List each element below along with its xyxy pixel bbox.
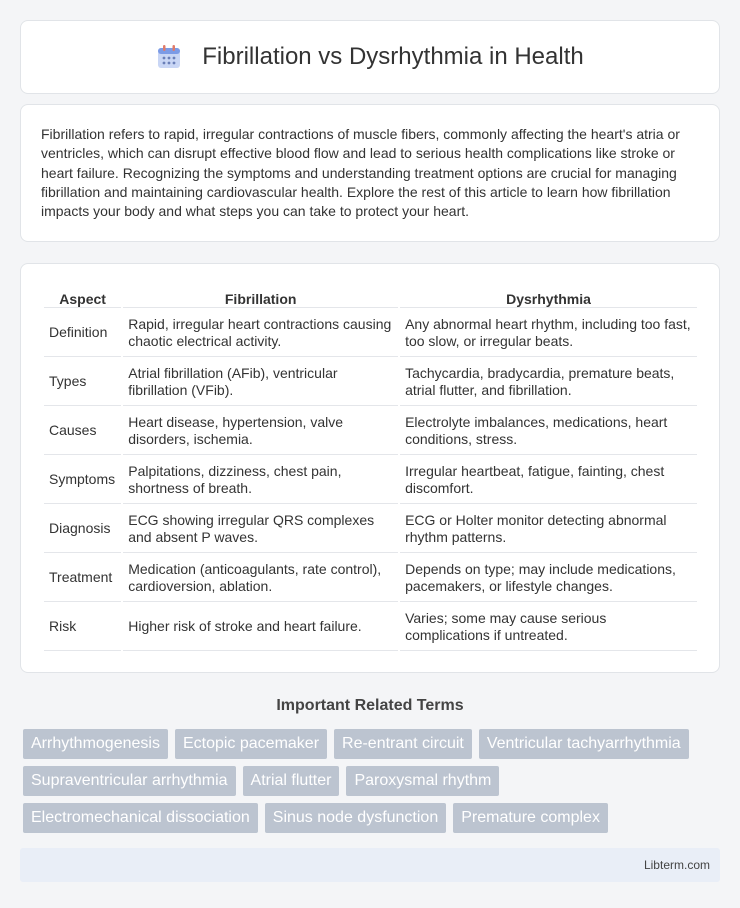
row-aspect: Types xyxy=(44,359,121,406)
row-aspect: Risk xyxy=(44,604,121,651)
table-row xyxy=(44,506,697,553)
related-term-tag[interactable]: Arrhythmogenesis xyxy=(23,729,168,759)
related-term-tag[interactable]: Electromechanical dissociation xyxy=(23,803,258,833)
intro-paragraph: Fibrillation refers to rapid, irregular contractions of muscle fibers, commonly affecting the heart's atria or ventricles, which can disrupt effective blood flow and lead to serious health complications like stroke or heart failure. Recognizing the symptoms and understanding treatment options are crucial for managing fibrillation and maintaining cardiovascular health. Explore the rest of this article to learn how fibrillation impacts your body and what steps you can take to protect your heart. xyxy=(41,126,680,220)
related-term-tag[interactable]: Re-entrant circuit xyxy=(334,729,472,759)
table-header-row xyxy=(44,286,697,308)
row-fibrillation: Atrial fibrillation (AFib), ventricular fibrillation (VFib). xyxy=(123,359,398,406)
row-aspect: Causes xyxy=(44,408,121,455)
row-fibrillation: Palpitations, dizziness, chest pain, shortness of breath. xyxy=(123,457,398,504)
row-dysrhythmia: Tachycardia, bradycardia, premature beats, atrial flutter, and fibrillation. xyxy=(400,359,697,406)
table-row xyxy=(44,310,697,357)
related-term-tag[interactable]: Paroxysmal rhythm xyxy=(346,766,499,796)
row-fibrillation: Medication (anticoagulants, rate control), cardioversion, ablation. xyxy=(123,555,398,602)
title-card xyxy=(20,20,720,94)
intro-card xyxy=(20,104,720,242)
related-terms-heading: Important Related Terms xyxy=(276,697,464,714)
row-dysrhythmia: Irregular heartbeat, fatigue, fainting, chest discomfort. xyxy=(400,457,697,504)
row-fibrillation: Heart disease, hypertension, valve disorders, ischemia. xyxy=(123,408,398,455)
table-row xyxy=(44,604,697,651)
row-dysrhythmia: Varies; some may cause serious complications if untreated. xyxy=(400,604,697,651)
footer-site-link[interactable]: Libterm.com xyxy=(643,858,710,872)
row-aspect: Diagnosis xyxy=(44,506,121,553)
row-dysrhythmia: Depends on type; may include medications, pacemakers, or lifestyle changes. xyxy=(400,555,697,602)
row-dysrhythmia: Any abnormal heart rhythm, including too fast, too slow, or irregular beats. xyxy=(400,310,697,357)
table-row xyxy=(44,457,697,504)
header-dysrhythmia: Dysrhythmia xyxy=(400,286,697,308)
related-term-tag[interactable]: Ectopic pacemaker xyxy=(175,729,327,759)
row-fibrillation: Higher risk of stroke and heart failure. xyxy=(123,604,398,651)
table-row xyxy=(44,359,697,406)
table-row xyxy=(44,555,697,602)
related-terms-list xyxy=(20,729,720,840)
related-term-tag[interactable]: Supraventricular arrhythmia xyxy=(23,766,236,796)
row-aspect: Treatment xyxy=(44,555,121,602)
related-term-tag[interactable]: Ventricular tachyarrhythmia xyxy=(479,729,689,759)
comparison-card xyxy=(20,263,720,673)
header-fibrillation: Fibrillation xyxy=(123,286,398,308)
row-dysrhythmia: Electrolyte imbalances, medications, heart conditions, stress. xyxy=(400,408,697,455)
comparison-table xyxy=(42,284,699,653)
calendar-icon xyxy=(156,44,182,70)
row-aspect: Symptoms xyxy=(44,457,121,504)
row-dysrhythmia: ECG or Holter monitor detecting abnormal rhythm patterns. xyxy=(400,506,697,553)
row-fibrillation: Rapid, irregular heart contractions causing chaotic electrical activity. xyxy=(123,310,398,357)
row-aspect: Definition xyxy=(44,310,121,357)
page-title: Fibrillation vs Dysrhythmia in Health xyxy=(202,43,584,70)
related-term-tag[interactable]: Atrial flutter xyxy=(243,766,340,796)
related-term-tag[interactable]: Sinus node dysfunction xyxy=(265,803,446,833)
row-fibrillation: ECG showing irregular QRS complexes and absent P waves. xyxy=(123,506,398,553)
footer xyxy=(20,848,720,882)
related-term-tag[interactable]: Premature complex xyxy=(453,803,608,833)
table-row xyxy=(44,408,697,455)
header-aspect: Aspect xyxy=(44,286,121,308)
